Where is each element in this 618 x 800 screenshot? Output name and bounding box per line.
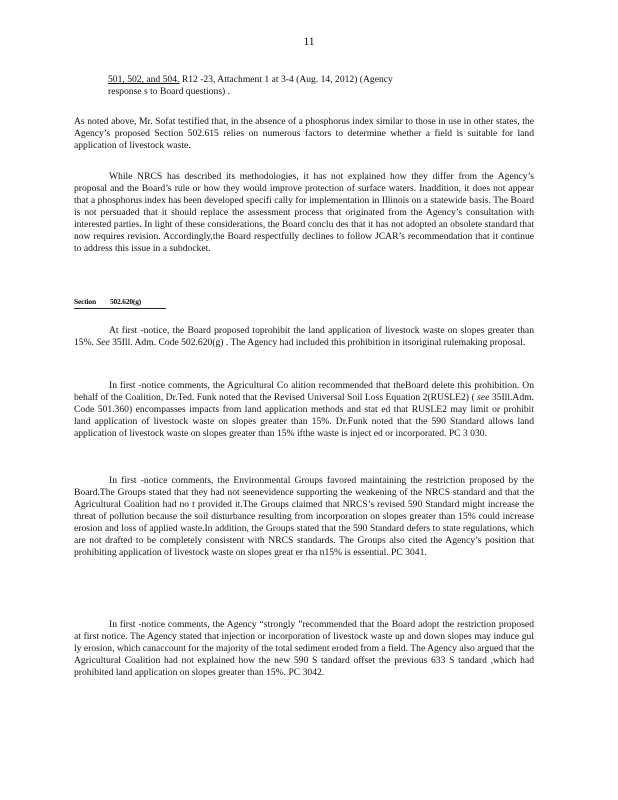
paragraph-first-notice-proposal <box>74 325 534 349</box>
p4-text-before: In first -notice comments, the Agricultural Co alition recommended that theBoard delete this prohibition. On behalf of the Coalition, Dr.Ted. Funk noted that the Revised Universal Soil Loss Equation 2(RUSLE2) ( <box>74 380 534 403</box>
p4-see-signal: see <box>477 392 490 403</box>
p3-text-before: At first -notice, the Board proposed toprohibit the land application of livestock waste on slopes greater than 15%. <box>74 325 534 348</box>
paragraph-environmental-groups: In first -notice comments, the Environmental Groups favored maintaining the restriction proposed by the Board.The Groups stated that they had not seenevidence supporting the weakening of the NRCS standard and that the Agricultural Coalition had no t provided it.The Groups claimed that NRCS’s revised 590 Standard might increase the threat of pollution because the soil disturbance resulting from incorporation on slopes greater than 15% could increase erosion and loss of applied waste.In addition, the Groups stated that the 590 Standard defers to state regulations, which are not drafted to be completely consistent with NRCS standards. The Groups also cited the Agency’s position that prohibiting application of livestock waste on slopes great er tha n15% is essential. PC 3041. <box>74 475 534 558</box>
section-heading-label: Section <box>74 297 96 306</box>
p4-text-after: 35Ill.Adm. Code 501.360) encompasses impacts from land application methods and stat ed that RUSLE2 may limit or prohibit land application of livestock waste on slopes greater than 15%. Dr.Funk noted that the 590 Standard allows land application of livestock waste on slopes greater than 15% ifthe waste is inject ed or incorporated. PC 3 030. <box>74 392 534 439</box>
page-number: 11 <box>303 36 315 48</box>
p3-see-signal: See <box>96 337 110 348</box>
paragraph-phosphorus-index: As noted above, Mr. Sofat testified that, in the absence of a phosphorus index similar to those in use in other states, the Agency’s proposed Section 502.615 relies on numerous factors to determine whether a field is suitable for land application of livestock waste. <box>74 116 534 151</box>
citation-source: R12 -23, Attachment 1 at 3-4 (Aug. 14, 2012) (Agency <box>179 74 393 85</box>
paragraph-agricultural-coalition <box>74 380 534 440</box>
section-heading-underline <box>74 308 166 309</box>
section-heading <box>74 297 141 306</box>
paragraph-agency-recommendation: In first -notice comments, the Agency “strongly ”recommended that the Board adopt the restriction proposed at first notice. The Agency stated that injection or incorporation of livestock waste up and down slopes may induce gul ly erosion, which canaccount for the majority of the total sediment eroded from a field. The Agency also argued that the Agricultural Coalition had not explained how the new 590 S tandard offset the previous 633 S tandard ,which had prohibited land application on slopes greater than 15%. PC 3042. <box>74 619 534 678</box>
paragraph-nrcs-methodologies: While NRCS has described its methodologies, it has not explained how they differ from the Agency’s proposal and the Board’s rule or how they would improve protection of surface waters. Inaddition, it does not appear that a phosphorus index has been developed specifi cally for implementation in Illinois on a statewide basis. The Board is not persuaded that it should replace the assessment process that originated from the Agency’s consultation with interested parties. In light of these considerations, the Board conclu des that it has not adopted an obsolete standard that now requires revision. Accordingly,the Board respectfully declines to follow JCAR’s recommendation that it continue to address this issue in a subdocket. <box>74 171 534 254</box>
section-heading-number: 502.620(g) <box>109 297 142 306</box>
citation-block <box>108 74 488 98</box>
citation-sections: 501, 502, and 504. <box>108 74 180 85</box>
p3-text-after: 35Ill. Adm. Code 502.620(g) . The Agency had included this prohibition in itsoriginal rulemaking proposal. <box>109 337 526 348</box>
citation-response: response s to Board questions) . <box>108 86 231 97</box>
